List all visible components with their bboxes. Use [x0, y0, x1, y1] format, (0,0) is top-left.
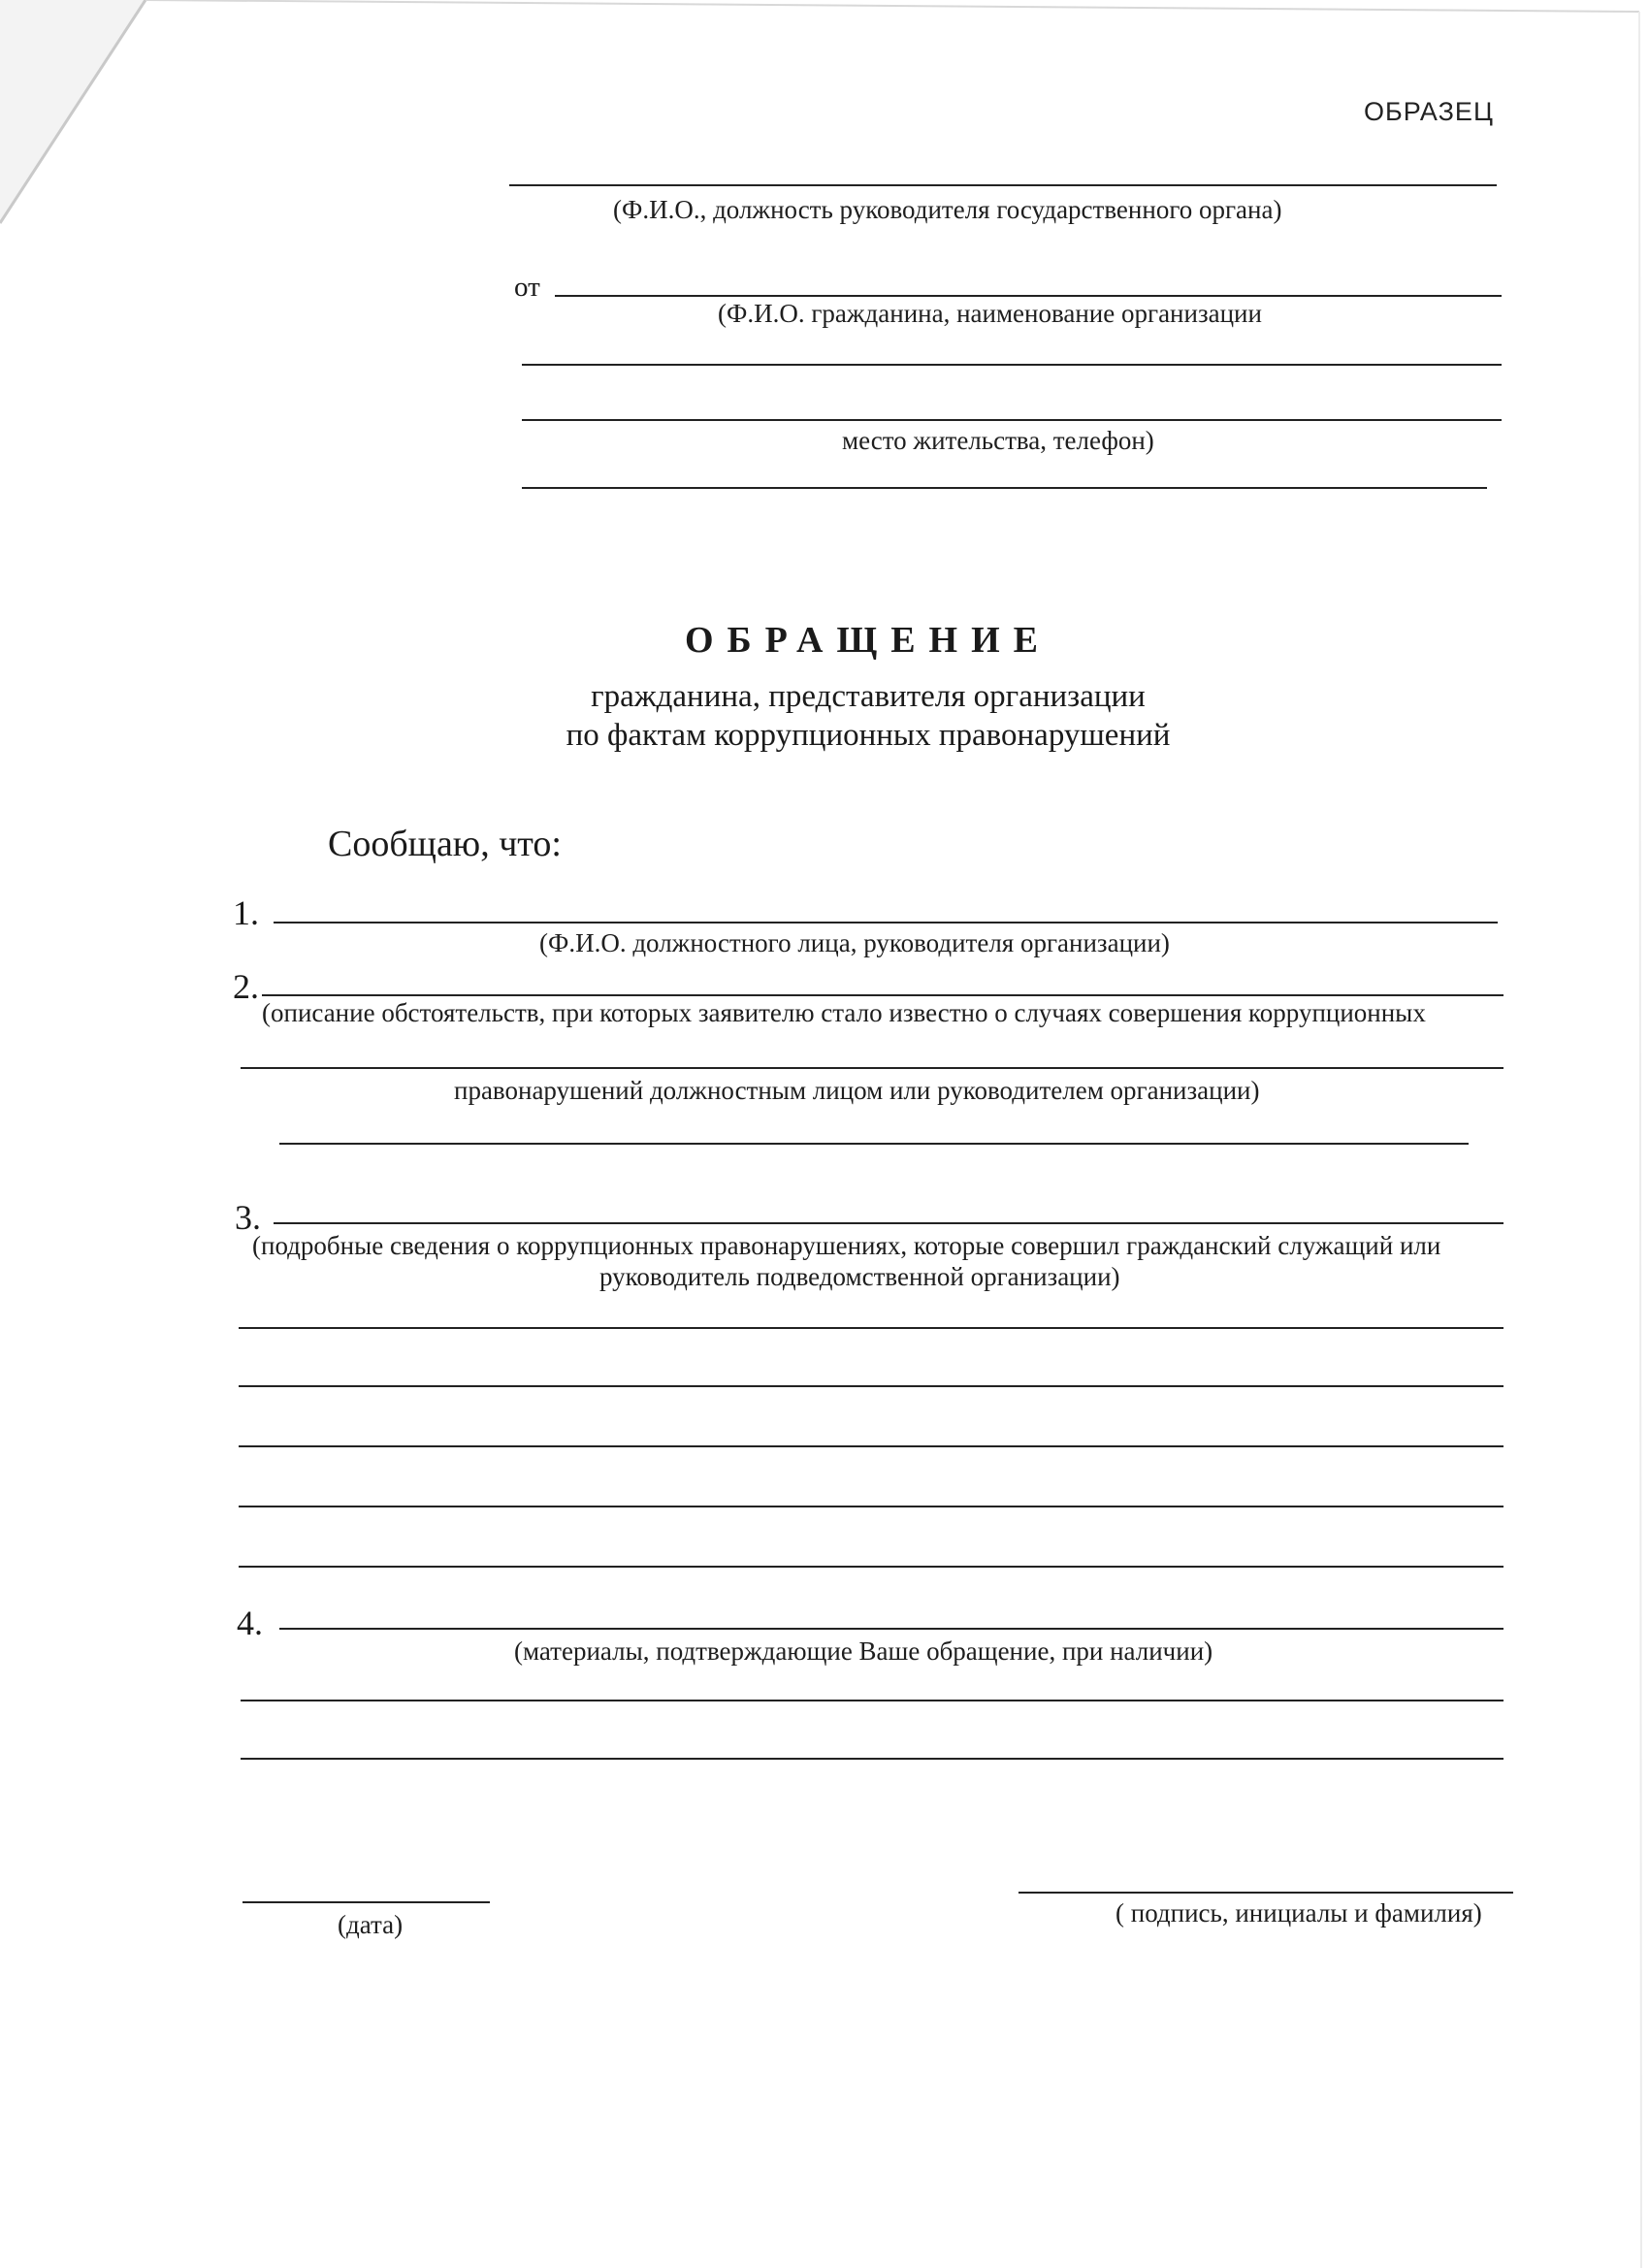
- citizen-name-line[interactable]: [555, 295, 1502, 297]
- residence-phone-line[interactable]: [522, 487, 1487, 489]
- item-4-line-2[interactable]: [241, 1700, 1504, 1701]
- item-4-caption: (материалы, подтверждающие Ваше обращение, при наличии): [514, 1636, 1213, 1666]
- item-2-caption-line2: правонарушений должностным лицом или руководителем организации): [454, 1076, 1260, 1105]
- item-3-line-3[interactable]: [239, 1385, 1504, 1387]
- item-3-caption-line2: руководитель подведомственной организации): [599, 1262, 1120, 1291]
- item-2-line-2[interactable]: [241, 1067, 1504, 1069]
- item-3-line[interactable]: [274, 1222, 1504, 1224]
- item-2-number: 2.: [233, 967, 259, 1006]
- signature-caption: ( подпись, инициалы и фамилия): [1116, 1898, 1482, 1928]
- citizen-name-caption: (Ф.И.О. гражданина, наименование организации: [718, 299, 1262, 328]
- head-name-caption: (Ф.И.О., должность руководителя государственного органа): [613, 195, 1282, 224]
- date-line[interactable]: [242, 1901, 490, 1903]
- from-label: от: [514, 272, 540, 303]
- item-1-number: 1.: [233, 893, 259, 932]
- item-4-number: 4.: [237, 1604, 263, 1642]
- lead-text: Сообщаю, что:: [328, 824, 562, 864]
- item-3-line-5[interactable]: [239, 1506, 1504, 1507]
- item-3-line-2[interactable]: [239, 1327, 1504, 1329]
- item-1-line[interactable]: [274, 922, 1498, 923]
- head-name-line[interactable]: [509, 184, 1497, 186]
- document-title: ОБРАЩЕНИЕ: [684, 620, 1051, 661]
- item-4-line[interactable]: [279, 1628, 1504, 1630]
- item-2-line-3[interactable]: [279, 1143, 1469, 1145]
- sample-stamp: ОБРАЗЕЦ: [1364, 97, 1494, 126]
- citizen-org-line[interactable]: [522, 364, 1502, 366]
- item-1-caption: (Ф.И.О. должностного лица, руководителя организации): [539, 928, 1170, 957]
- document-subtitle-line1: гражданина, представителя организации: [591, 679, 1146, 714]
- item-2-caption-line1: (описание обстоятельств, при которых заявителю стало известно о случаях совершения коррупционных: [262, 998, 1426, 1027]
- citizen-address-line[interactable]: [522, 419, 1502, 421]
- signature-line[interactable]: [1018, 1892, 1513, 1894]
- residence-caption: место жительства, телефон): [842, 426, 1154, 455]
- item-3-number: 3.: [235, 1198, 261, 1237]
- item-4-line-3[interactable]: [241, 1758, 1504, 1760]
- item-3-caption-line1: (подробные сведения о коррупционных правонарушениях, которые совершил гражданский служащий или: [252, 1231, 1441, 1260]
- item-3-line-4[interactable]: [239, 1445, 1504, 1447]
- document-subtitle-line2: по фактам коррупционных правонарушений: [566, 718, 1171, 753]
- item-3-line-6[interactable]: [239, 1566, 1504, 1568]
- date-caption: (дата): [338, 1910, 404, 1939]
- item-2-line-1[interactable]: [262, 994, 1504, 996]
